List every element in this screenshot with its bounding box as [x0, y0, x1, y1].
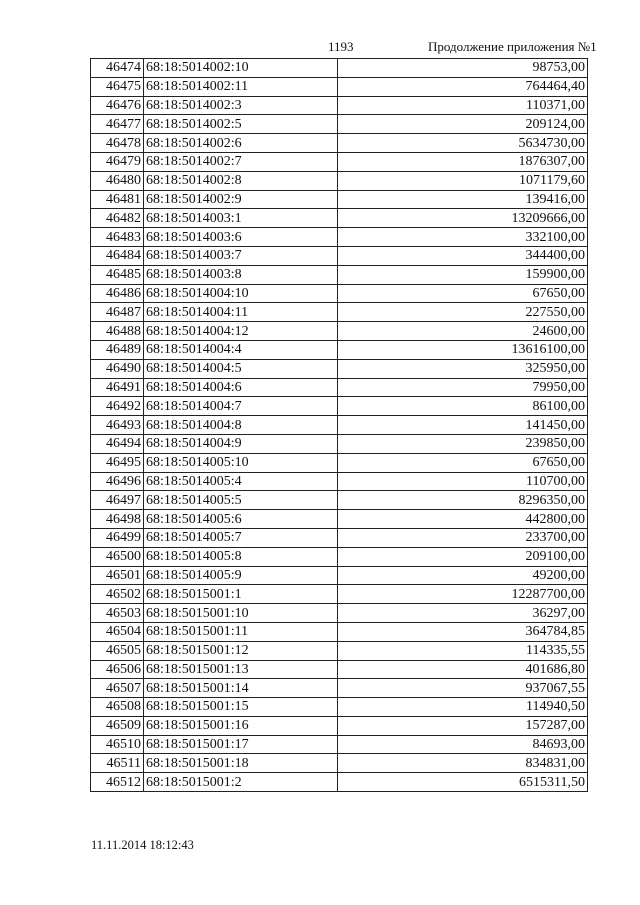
cadastral-value: 5634730,00 [338, 134, 588, 153]
table-row [91, 416, 588, 435]
table-row [91, 322, 588, 341]
cadastral-number: 68:18:5014005:8 [144, 547, 338, 566]
table-row [91, 679, 588, 698]
table-row [91, 96, 588, 115]
row-number: 46497 [91, 491, 144, 510]
cadastral-number: 68:18:5014004:7 [144, 397, 338, 416]
cadastral-value: 67650,00 [338, 453, 588, 472]
row-number: 46502 [91, 585, 144, 604]
cadastral-number: 68:18:5015001:1 [144, 585, 338, 604]
row-number: 46496 [91, 472, 144, 491]
cadastral-value: 114940,50 [338, 698, 588, 717]
row-number: 46474 [91, 59, 144, 78]
cadastral-value: 49200,00 [338, 566, 588, 585]
row-number: 46500 [91, 547, 144, 566]
table-row [91, 303, 588, 322]
cadastral-value: 110700,00 [338, 472, 588, 491]
cadastral-value: 209124,00 [338, 115, 588, 134]
table-row [91, 265, 588, 284]
row-number: 46493 [91, 416, 144, 435]
cadastral-value-table [90, 58, 588, 792]
cadastral-value: 209100,00 [338, 547, 588, 566]
cadastral-number: 68:18:5015001:11 [144, 622, 338, 641]
cadastral-value: 79950,00 [338, 378, 588, 397]
cadastral-value: 227550,00 [338, 303, 588, 322]
row-number: 46488 [91, 322, 144, 341]
cadastral-number: 68:18:5015001:15 [144, 698, 338, 717]
table-row [91, 340, 588, 359]
table-row [91, 510, 588, 529]
cadastral-value: 233700,00 [338, 528, 588, 547]
cadastral-number: 68:18:5014005:10 [144, 453, 338, 472]
row-number: 46504 [91, 622, 144, 641]
cadastral-value: 98753,00 [338, 59, 588, 78]
row-number: 46492 [91, 397, 144, 416]
cadastral-value: 12287700,00 [338, 585, 588, 604]
row-number: 46507 [91, 679, 144, 698]
cadastral-value: 1071179,60 [338, 171, 588, 190]
cadastral-number: 68:18:5015001:17 [144, 735, 338, 754]
table-row [91, 434, 588, 453]
cadastral-value: 834831,00 [338, 754, 588, 773]
row-number: 46506 [91, 660, 144, 679]
cadastral-number: 68:18:5014005:6 [144, 510, 338, 529]
cadastral-value: 141450,00 [338, 416, 588, 435]
cadastral-number: 68:18:5014005:5 [144, 491, 338, 510]
table-row [91, 284, 588, 303]
cadastral-number: 68:18:5014004:6 [144, 378, 338, 397]
table-row [91, 622, 588, 641]
table-row [91, 660, 588, 679]
cadastral-value: 6515311,50 [338, 773, 588, 792]
row-number: 46483 [91, 228, 144, 247]
row-number: 46503 [91, 604, 144, 623]
cadastral-number: 68:18:5014003:1 [144, 209, 338, 228]
table-row [91, 378, 588, 397]
cadastral-number: 68:18:5014002:7 [144, 152, 338, 171]
row-number: 46476 [91, 96, 144, 115]
row-number: 46499 [91, 528, 144, 547]
table-row [91, 716, 588, 735]
print-timestamp: 11.11.2014 18:12:43 [91, 838, 194, 852]
cadastral-number: 68:18:5014004:4 [144, 340, 338, 359]
cadastral-value: 114335,55 [338, 641, 588, 660]
row-number: 46501 [91, 566, 144, 585]
table-row [91, 397, 588, 416]
table-row [91, 735, 588, 754]
cadastral-number: 68:18:5015001:13 [144, 660, 338, 679]
row-number: 46495 [91, 453, 144, 472]
table-row [91, 604, 588, 623]
cadastral-number: 68:18:5014002:5 [144, 115, 338, 134]
table-row [91, 152, 588, 171]
cadastral-value: 239850,00 [338, 434, 588, 453]
cadastral-value: 332100,00 [338, 228, 588, 247]
cadastral-number: 68:18:5014002:6 [144, 134, 338, 153]
row-number: 46491 [91, 378, 144, 397]
cadastral-number: 68:18:5014003:8 [144, 265, 338, 284]
table-row [91, 453, 588, 472]
cadastral-number: 68:18:5014005:9 [144, 566, 338, 585]
cadastral-number: 68:18:5014002:10 [144, 59, 338, 78]
cadastral-value: 36297,00 [338, 604, 588, 623]
cadastral-number: 68:18:5015001:18 [144, 754, 338, 773]
table-row [91, 754, 588, 773]
cadastral-number: 68:18:5015001:14 [144, 679, 338, 698]
cadastral-number: 68:18:5014004:9 [144, 434, 338, 453]
cadastral-number: 68:18:5014004:12 [144, 322, 338, 341]
table-row [91, 171, 588, 190]
cadastral-value: 86100,00 [338, 397, 588, 416]
cadastral-value: 157287,00 [338, 716, 588, 735]
cadastral-number: 68:18:5014003:7 [144, 246, 338, 265]
row-number: 46512 [91, 773, 144, 792]
row-number: 46487 [91, 303, 144, 322]
row-number: 46475 [91, 77, 144, 96]
table-row [91, 246, 588, 265]
cadastral-number: 68:18:5015001:16 [144, 716, 338, 735]
table-row [91, 472, 588, 491]
row-number: 46484 [91, 246, 144, 265]
row-number: 46490 [91, 359, 144, 378]
cadastral-number: 68:18:5014004:10 [144, 284, 338, 303]
table-row [91, 134, 588, 153]
cadastral-number: 68:18:5015001:10 [144, 604, 338, 623]
row-number: 46485 [91, 265, 144, 284]
table-row [91, 491, 588, 510]
cadastral-number: 68:18:5014004:8 [144, 416, 338, 435]
cadastral-number: 68:18:5015001:2 [144, 773, 338, 792]
cadastral-value: 325950,00 [338, 359, 588, 378]
cadastral-value: 110371,00 [338, 96, 588, 115]
cadastral-number: 68:18:5014002:3 [144, 96, 338, 115]
row-number: 46508 [91, 698, 144, 717]
row-number: 46505 [91, 641, 144, 660]
table-row [91, 698, 588, 717]
row-number: 46489 [91, 340, 144, 359]
cadastral-number: 68:18:5014004:5 [144, 359, 338, 378]
cadastral-number: 68:18:5014003:6 [144, 228, 338, 247]
cadastral-number: 68:18:5015001:12 [144, 641, 338, 660]
cadastral-value: 24600,00 [338, 322, 588, 341]
cadastral-value: 364784,85 [338, 622, 588, 641]
cadastral-value: 159900,00 [338, 265, 588, 284]
table-row [91, 190, 588, 209]
cadastral-value: 84693,00 [338, 735, 588, 754]
table-row [91, 59, 588, 78]
table-row [91, 641, 588, 660]
cadastral-number: 68:18:5014004:11 [144, 303, 338, 322]
cadastral-value: 1876307,00 [338, 152, 588, 171]
row-number: 46481 [91, 190, 144, 209]
cadastral-number: 68:18:5014002:9 [144, 190, 338, 209]
row-number: 46498 [91, 510, 144, 529]
table-row [91, 528, 588, 547]
table-row [91, 115, 588, 134]
table-row [91, 359, 588, 378]
cadastral-number: 68:18:5014005:4 [144, 472, 338, 491]
row-number: 46482 [91, 209, 144, 228]
table-row [91, 566, 588, 585]
cadastral-value: 764464,40 [338, 77, 588, 96]
row-number: 46509 [91, 716, 144, 735]
row-number: 46486 [91, 284, 144, 303]
table-row [91, 547, 588, 566]
cadastral-number: 68:18:5014002:8 [144, 171, 338, 190]
table-body [91, 59, 588, 792]
table-row [91, 228, 588, 247]
row-number: 46478 [91, 134, 144, 153]
table-row [91, 209, 588, 228]
row-number: 46480 [91, 171, 144, 190]
table-row [91, 77, 588, 96]
table-row [91, 585, 588, 604]
row-number: 46494 [91, 434, 144, 453]
cadastral-value: 344400,00 [338, 246, 588, 265]
cadastral-value: 442800,00 [338, 510, 588, 529]
cadastral-value: 937067,55 [338, 679, 588, 698]
cadastral-value: 8296350,00 [338, 491, 588, 510]
cadastral-value: 13209666,00 [338, 209, 588, 228]
cadastral-value: 67650,00 [338, 284, 588, 303]
row-number: 46510 [91, 735, 144, 754]
cadastral-value: 139416,00 [338, 190, 588, 209]
row-number: 46511 [91, 754, 144, 773]
row-number: 46479 [91, 152, 144, 171]
row-number: 46477 [91, 115, 144, 134]
cadastral-number: 68:18:5014002:11 [144, 77, 338, 96]
cadastral-number: 68:18:5014005:7 [144, 528, 338, 547]
appendix-continuation-note: Продолжение приложения №1 [428, 39, 597, 54]
table-row [91, 773, 588, 792]
page-number: 1193 [328, 39, 354, 54]
cadastral-value: 401686,80 [338, 660, 588, 679]
cadastral-value: 13616100,00 [338, 340, 588, 359]
